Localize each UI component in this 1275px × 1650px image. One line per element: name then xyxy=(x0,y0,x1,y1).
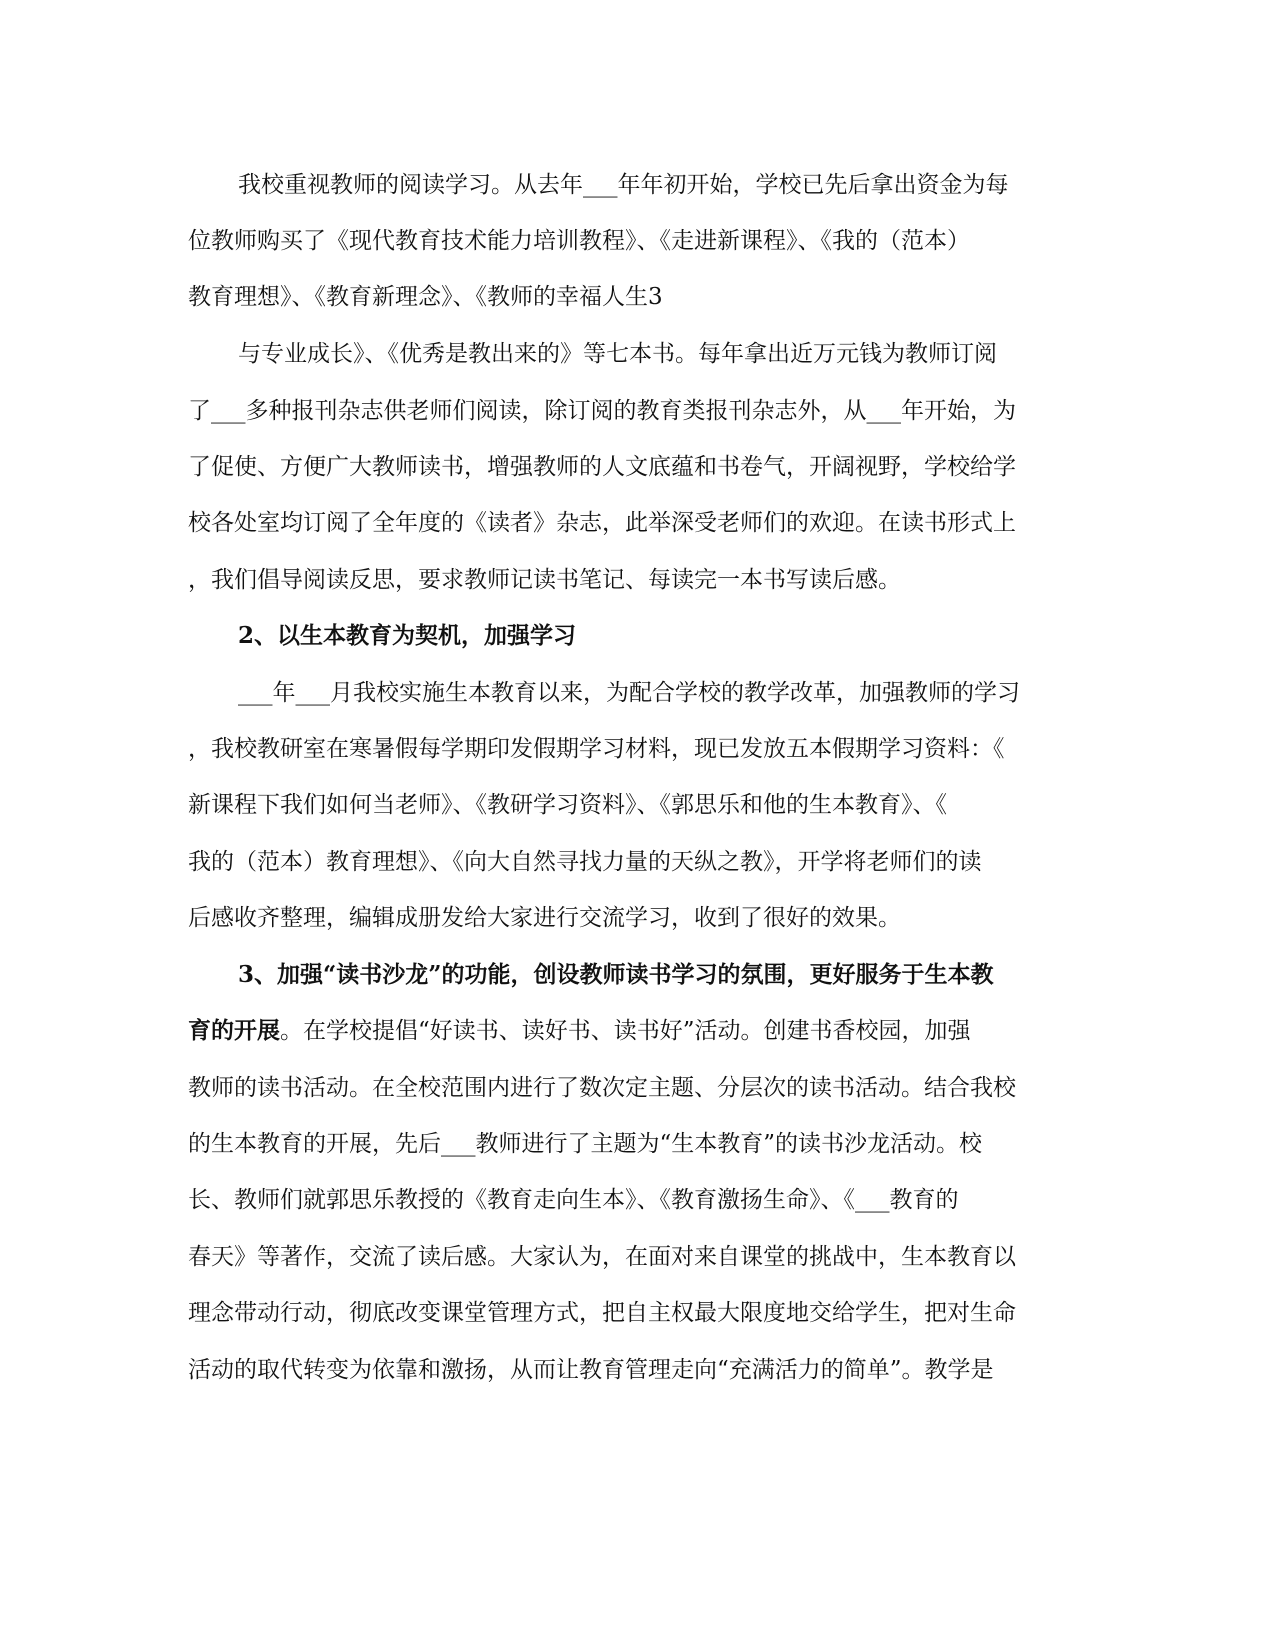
paragraph-line: 长、教师们就郭思乐教授的《教育走向生本》、《教育激扬生命》、《___教育的 xyxy=(188,1187,959,1213)
paragraph-line: 新课程下我们如何当老师》、《教研学习资料》、《郭思乐和他的生本教育》、《 xyxy=(188,792,947,818)
section-heading-tail: 育的开展 xyxy=(188,1017,280,1044)
paragraph-line: 后感收齐整理，编辑成册发给大家进行交流学习，收到了很好的效果。 xyxy=(188,905,901,931)
paragraph-line: 教育理想》、《教育新理念》、《教师的幸福人生3 xyxy=(188,284,663,310)
paragraph-line: 的生本教育的开展，先后___教师进行了主题为“生本教育”的读书沙龙活动。校 xyxy=(188,1131,983,1157)
paragraph-line-mixed xyxy=(188,1016,1088,1046)
paragraph-line: 我的（范本）教育理想》、《向大自然寻找力量的天纵之教》，开学将老师们的读 xyxy=(188,849,982,875)
paragraph-line: 校各处室均订阅了全年度的《读者》杂志，此举深受老师们的欢迎。在读书形式上 xyxy=(188,510,1016,536)
paragraph-line: ，我们倡导阅读反思，要求教师记读书笔记、每读完一本书写读后感。 xyxy=(188,567,901,593)
paragraph-line: 了___多种报刊杂志供老师们阅读，除订阅的教育类报刊杂志外，从___年开始，为 xyxy=(188,398,1016,424)
paragraph-line: 我校重视教师的阅读学习。从去年___年年初开始，学校已先后拿出资金为每 xyxy=(238,172,1009,198)
paragraph-text: 。在学校提倡“好读书、读好书、读书好”活动。创建书香校园，加强 xyxy=(280,1018,971,1044)
paragraph-line: 理念带动行动，彻底改变课堂管理方式，把自主权最大限度地交给学生，把对生命 xyxy=(188,1300,1016,1326)
paragraph-line: ，我校教研室在寒暑假每学期印发假期学习材料，现已发放五本假期学习资料：《 xyxy=(188,736,1005,762)
paragraph-line: 位教师购买了《现代教育技术能力培训教程》、《走进新课程》、《我的（范本） xyxy=(188,228,970,254)
paragraph-line: 与专业成长》、《优秀是教出来的》等七本书。每年拿出近万元钱为教师订阅 xyxy=(238,341,997,367)
paragraph-line: 春天》等著作，交流了读后感。大家认为，在面对来自课堂的挑战中，生本教育以 xyxy=(188,1244,1016,1270)
section-heading: 2、以生本教育为契机，加强学习 xyxy=(238,622,577,649)
paragraph-line: 了促使、方便广大教师读书，增强教师的人文底蕴和书卷气，开阔视野，学校给学 xyxy=(188,454,1016,480)
paragraph-line: 活动的取代转变为依靠和激扬，从而让教育管理走向“充满活力的简单”。教学是 xyxy=(188,1357,994,1383)
section-heading: 3、加强“读书沙龙”的功能，创设教师读书学习的氛围，更好服务于生本教 xyxy=(238,961,994,988)
paragraph-line: ___年___月我校实施生本教育以来，为配合学校的教学改革，加强教师的学习 xyxy=(238,680,1020,706)
paragraph-line: 教师的读书活动。在全校范围内进行了数次定主题、分层次的读书活动。结合我校 xyxy=(188,1075,1016,1101)
